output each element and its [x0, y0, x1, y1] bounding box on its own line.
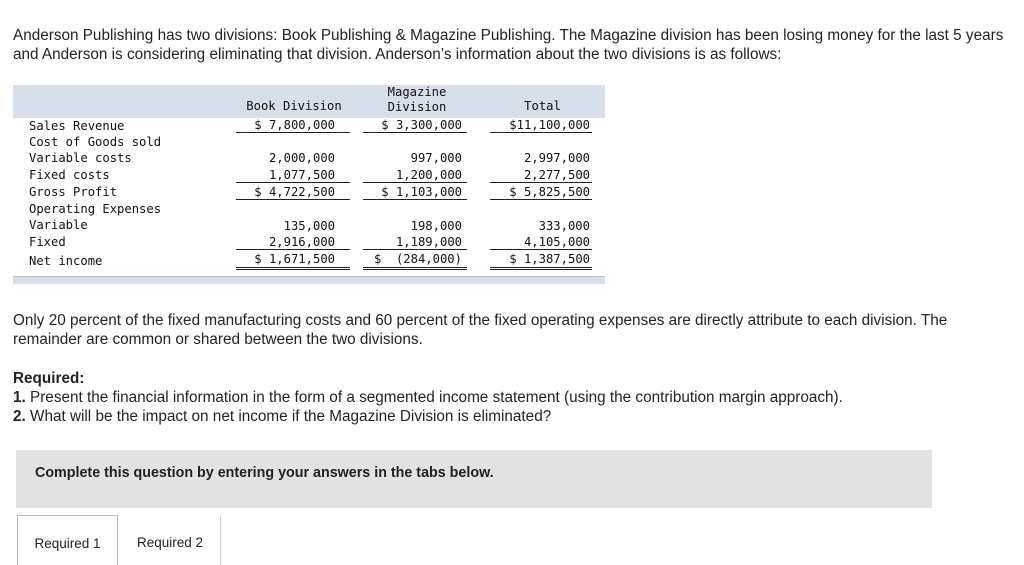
cell-magazine-opex-variable: 198,000: [410, 219, 462, 233]
cell-total-gross-profit: $ 5,825,500: [509, 185, 590, 199]
header-book-division: Book Division: [246, 99, 342, 113]
financial-table: [13, 85, 605, 284]
tab-required-1[interactable]: Required 1: [17, 515, 118, 565]
underline: [490, 249, 592, 250]
underline: [236, 249, 350, 250]
required-item-number: 2.: [13, 408, 26, 425]
cell-book-variable-costs: 2,000,000: [268, 151, 335, 165]
underline: [363, 199, 467, 200]
required-heading: Required:: [13, 370, 85, 387]
cell-magazine-net-income: $ (284,000): [373, 252, 462, 266]
double-underline: [236, 269, 350, 270]
underline: [490, 199, 592, 200]
double-underline: [236, 267, 350, 268]
double-underline: [490, 267, 592, 268]
row-label-opex-variable: Variable: [29, 218, 88, 232]
cell-book-fixed-costs: 1,077,500: [268, 168, 335, 182]
cell-book-opex-fixed: 2,916,000: [268, 235, 335, 249]
underline: [490, 182, 592, 183]
double-underline: [363, 267, 467, 268]
row-label-gross-profit: Gross Profit: [29, 185, 118, 199]
cell-total-fixed-costs: 2,277,500: [523, 168, 590, 182]
cell-total-sales-revenue: $11,100,000: [509, 118, 590, 132]
cell-total-variable-costs: 2,997,000: [523, 151, 590, 165]
row-label-cogs: Cost of Goods sold: [29, 135, 162, 149]
underline: [236, 199, 350, 200]
instruction-text: Complete this question by entering your answers in the tabs below.: [35, 465, 494, 481]
row-label-variable-costs: Variable costs: [29, 151, 132, 165]
cell-magazine-gross-profit: $ 1,103,000: [381, 185, 462, 199]
header-magazine-line2: Division: [387, 100, 447, 114]
cell-magazine-opex-fixed: 1,189,000: [395, 235, 462, 249]
problem-intro: Anderson Publishing has two divisions: Book Publishing & Magazine Publishing. The Magazine division has been losing money for the last 5 years and Anderson is considering eliminating that division. Anderson’s information about the two divisions is as follows:: [13, 27, 1004, 63]
cell-book-sales-revenue: $ 7,800,000: [254, 118, 335, 132]
underline: [363, 132, 467, 133]
required-item-text: Present the financial information in the form of a segmented income statement (using the contribution margin approach).: [25, 389, 843, 406]
underline: [236, 182, 350, 183]
cell-book-net-income: $ 1,671,500: [254, 252, 335, 266]
allocation-note: Only 20 percent of the fixed manufacturing costs and 60 percent of the fixed operating expenses are directly attribute to each division. The remainder are common or shared between the two divisions.: [13, 312, 948, 348]
row-label-net-income: Net income: [29, 254, 103, 268]
tab-required-2[interactable]: Required 2: [120, 515, 221, 565]
instruction-box: [16, 450, 932, 508]
table-footer-band: [13, 277, 605, 284]
required-item-2: [13, 407, 1018, 426]
row-label-opex-fixed: Fixed: [29, 235, 66, 249]
underline: [236, 132, 350, 133]
cell-total-opex-variable: 333,000: [538, 219, 590, 233]
header-total: Total: [524, 99, 561, 113]
cell-magazine-fixed-costs: 1,200,000: [395, 168, 462, 182]
cell-magazine-sales-revenue: $ 3,300,000: [381, 118, 462, 132]
double-underline: [490, 269, 592, 270]
row-label-operating-expenses: Operating Expenses: [29, 202, 162, 216]
row-label-sales-revenue: Sales Revenue: [29, 119, 125, 133]
cell-total-net-income: $ 1,387,500: [509, 252, 590, 266]
cell-magazine-variable-costs: 997,000: [410, 151, 462, 165]
double-underline: [363, 269, 467, 270]
required-item-number: 1.: [13, 389, 26, 406]
header-magazine-line1: Magazine: [387, 85, 447, 99]
underline: [363, 182, 467, 183]
underline: [363, 249, 467, 250]
row-label-fixed-costs: Fixed costs: [29, 168, 110, 182]
cell-total-opex-fixed: 4,105,000: [523, 235, 590, 249]
underline: [490, 132, 592, 133]
required-item-text: What will be the impact on net income if the Magazine Division is eliminated?: [25, 408, 552, 425]
required-item-1: [13, 388, 1018, 407]
cell-book-gross-profit: $ 4,722,500: [254, 185, 335, 199]
cell-book-opex-variable: 135,000: [283, 219, 335, 233]
